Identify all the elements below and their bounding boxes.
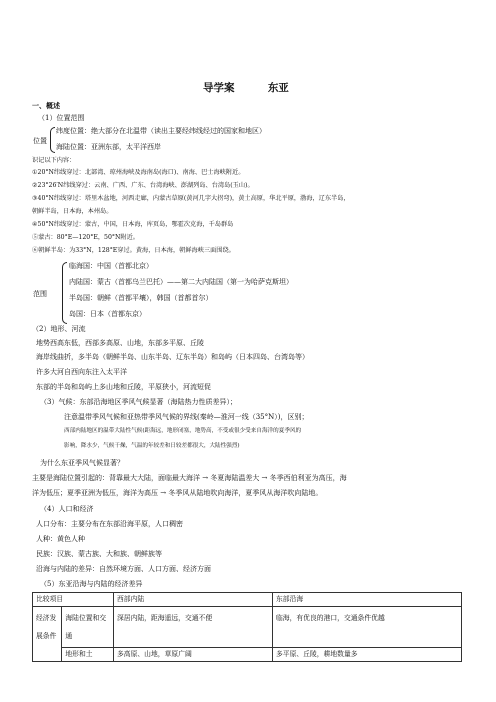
latitude-line: ②23°26′N纬线穿过：云南、广西、广东、台湾海峡、澎湖列岛、台湾岛(玉山)。 <box>32 182 254 189</box>
terrain-line: 地势西高东低，西部多高原、山地，东部多平原、丘陵 <box>36 339 204 347</box>
table-header-row <box>33 593 462 607</box>
latitude-line: ⑤蒙古：80°E—120°E，50°N附近。 <box>32 234 139 241</box>
location-line: 纬度位置：绝大部分在北温带（读出主要经纬线经过的国家和地区） <box>56 127 266 135</box>
subsection-heading-location: （1）位置范围 <box>38 114 85 122</box>
range-line: 岛国：日本（首都东京） <box>69 310 146 318</box>
range-label: 范围 <box>33 290 47 298</box>
doc-title-main: 导学案 <box>203 82 235 94</box>
population-line: 人种：黄色人种 <box>36 535 85 543</box>
table-cell-west: 深居内陆，距海遥远，交通不便 <box>114 607 273 648</box>
table-cell-item: 地形和土 <box>62 648 114 662</box>
table-cell-east: 临海，有优良的港口，交通条件优越 <box>273 607 462 648</box>
range-line: 半岛国：朝鲜（首都平壤），韩国（首都首尔） <box>69 294 213 302</box>
terrain-line: 许多大河自西向东注入太平洋 <box>36 368 127 376</box>
population-line: 沿海与内陆的差异：自然环境方面、人口方面、经济方面 <box>36 565 211 573</box>
terrain-line: 海岸线曲折，多半岛（朝鲜半岛、山东半岛、辽东半岛）和岛屿（日本四岛、台湾岛等） <box>36 353 309 361</box>
climate-answer-line: 主要是海陆位置引起的：背靠最大大陆，面临最大海洋 → 冬夏海陆温差大 → 冬季西伯利亚为高压，海 <box>32 474 347 482</box>
latitude-line: ①20°N纬线穿过：北部湾、琼州海峡及海南岛(海口)、南海、巴士海峡附近。 <box>32 169 245 176</box>
doc-title-sub: 东亚 <box>267 82 289 94</box>
climate-line: 西部内陆地区的温带大陆性气候(距海远，地形闭塞，地势高，不受或很少受来自海洋的夏季风的 <box>64 428 302 434</box>
terrain-line: 东部的半岛和岛屿上多山地和丘陵，平原狭小，河流短促 <box>36 383 211 391</box>
subsection-heading-economy: （5）东亚沿海与内陆的经济差异 <box>40 580 143 588</box>
subsection-heading-terrain: （2）地形、河流 <box>32 325 86 333</box>
climate-line: 影响，降水少，气候干燥，气温的年较差和日较差都很大，大陆性强烈) <box>64 443 240 449</box>
population-line: 民族：汉族、蒙古族、大和族、朝鲜族等 <box>36 550 162 558</box>
climate-question: 为什么东亚季风气候显著？ <box>40 459 124 467</box>
range-brace <box>62 262 67 324</box>
range-line: 内陆国：蒙古（首都乌兰巴托）——第二大内陆国（第一为哈萨克斯坦） <box>69 278 293 286</box>
latitude-line: 朝鲜半岛，日本海，本州岛。 <box>32 208 113 215</box>
latitude-line: ④50°N纬线穿过：蒙古，中国，日本海，库页岛，鄂霍次克海，千岛群岛 <box>32 221 234 228</box>
know-label: 识记以下内容： <box>32 157 76 164</box>
table-cell-item: 海陆位置和交通 <box>62 607 114 648</box>
subsection-heading-population: （4）人口和经济 <box>40 505 94 513</box>
table-header-cell: 东部沿海 <box>273 593 462 607</box>
climate-line: 注意温带季风气候和亚热带季风气候的界线(秦岭—淮河一线（35°N）)，区别； <box>64 413 309 421</box>
table-cell-east: 多平原、丘陵，耕地数量多 <box>273 648 462 662</box>
table-cell-west: 多高原、山地，草原广阔 <box>114 648 273 662</box>
table-row <box>33 648 462 662</box>
table-header-cell: 比较项目 <box>33 593 114 607</box>
population-line: 人口分布：主要分布在东部沿海平原，人口稠密 <box>36 520 183 528</box>
table-row <box>33 607 462 648</box>
table-header-cell: 西部内陆 <box>114 593 273 607</box>
subsection-heading-climate: （3）气候：东部沿海地区季风气候显著（海陆热力性质差异）； <box>40 398 237 406</box>
location-label: 位置 <box>33 137 47 145</box>
table-group-label: 经济发展条件 <box>33 607 62 662</box>
location-brace <box>50 127 55 153</box>
climate-answer-line: 洋为低压；夏季亚洲为低压，海洋为高压 → 冬季风从陆地吹向海洋，夏季风从海洋吹向陆地。 <box>32 489 323 497</box>
section-heading: 一、概述 <box>32 101 60 110</box>
economy-table <box>32 592 462 662</box>
range-line: 临海国：中国（首都北京） <box>69 262 153 270</box>
latitude-line: ⑥朝鲜半岛：为33°N，128°E穿过。黄海，日本海，朝鲜海峡三面围绕。 <box>32 247 235 254</box>
location-line: 海陆位置：亚洲东部，太平洋西岸 <box>56 143 161 151</box>
doc-title <box>203 80 289 95</box>
latitude-line: ③40°N纬线穿过：塔里木盆地，河西走廊，内蒙古草原(黄河几字大拐弯)，黄土高原，华北平原，渤海，辽东半岛， <box>32 195 350 202</box>
